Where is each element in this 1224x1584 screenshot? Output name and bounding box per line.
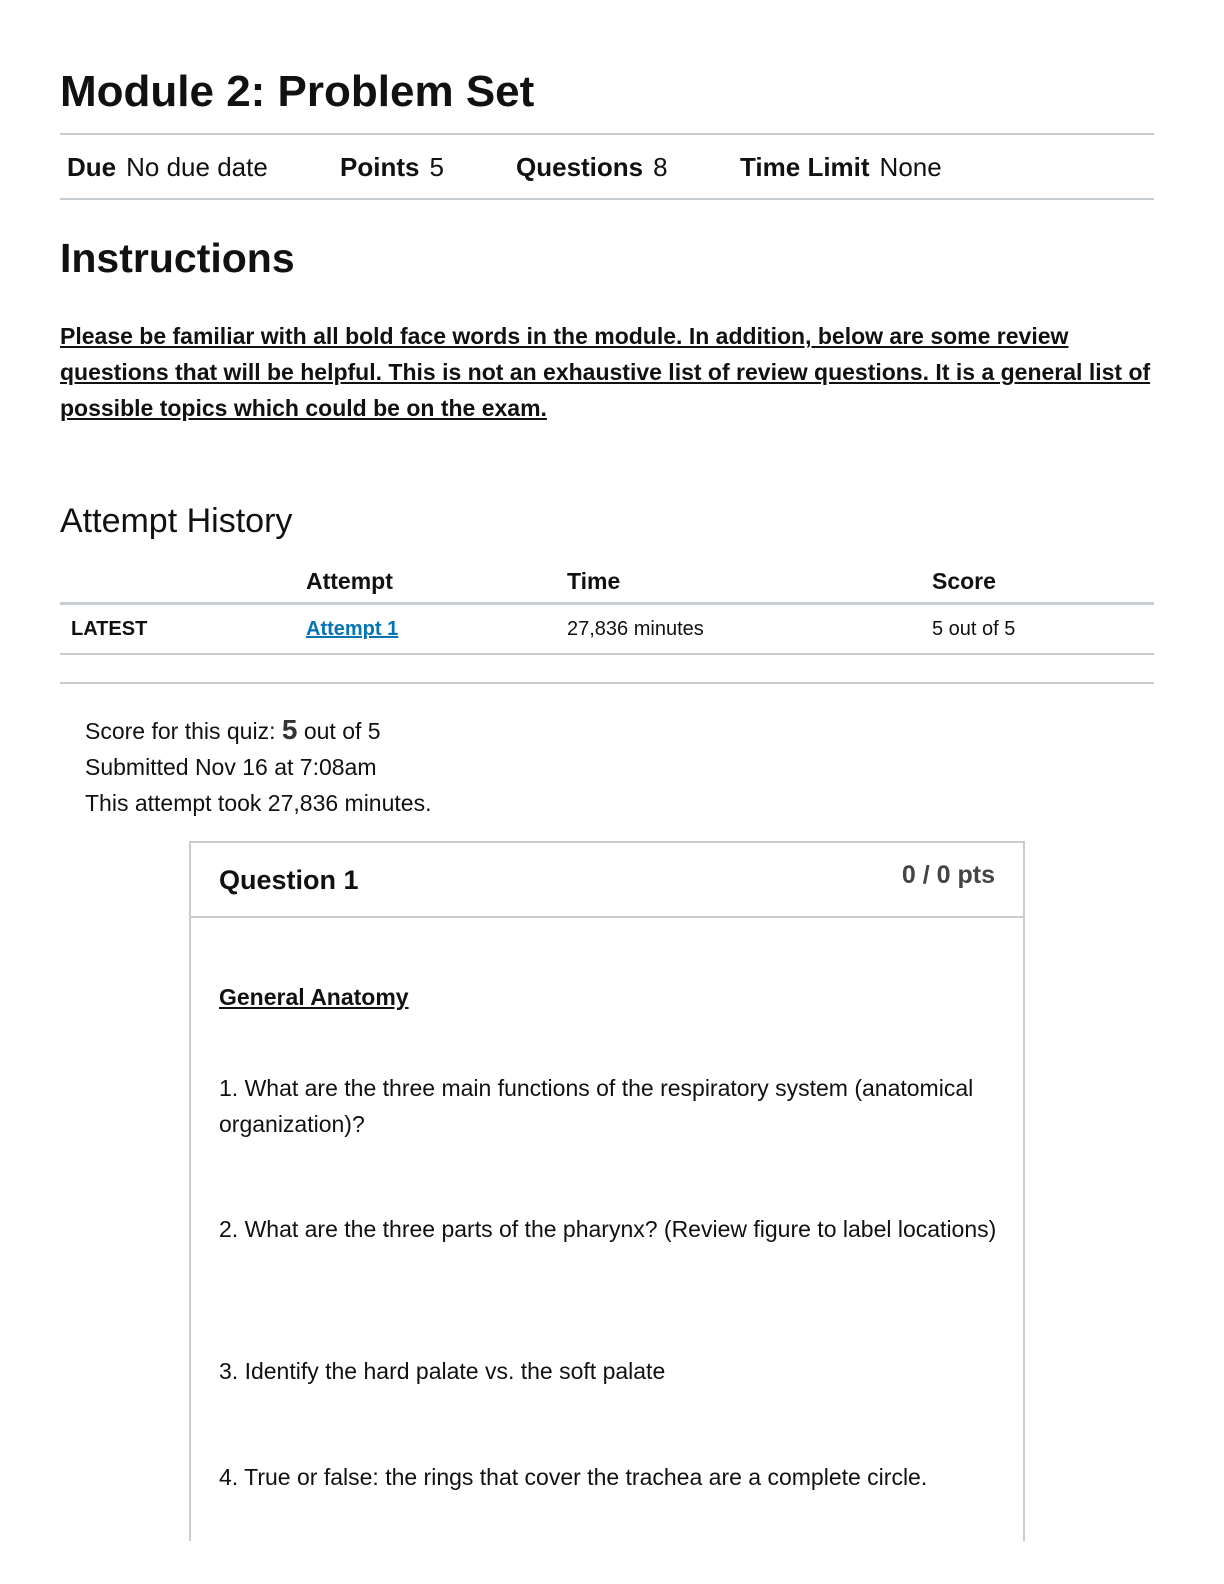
column-header-attempt: Attempt xyxy=(306,560,567,604)
meta-time-limit xyxy=(740,152,942,182)
quiz-meta-bar xyxy=(60,133,1154,200)
attempt-score: 5 out of 5 xyxy=(932,604,1154,655)
column-header-tag xyxy=(60,560,306,604)
attempt-1-link[interactable]: Attempt 1 xyxy=(306,617,399,640)
column-header-time: Time xyxy=(567,560,932,604)
meta-due-value: No due date xyxy=(126,152,268,182)
list-item: 2. What are the three parts of the pharynx? (Review figure to label locations) xyxy=(219,1216,997,1242)
question-section-heading: General Anatomy xyxy=(219,984,409,1010)
score-suffix: out of 5 xyxy=(303,718,381,744)
instructions-heading: Instructions xyxy=(60,235,295,281)
meta-time-limit-label: Time Limit xyxy=(740,152,870,182)
column-header-score: Score xyxy=(932,560,1154,604)
meta-points-label: Points xyxy=(340,152,420,182)
attempt-history-heading: Attempt History xyxy=(60,502,293,540)
section-divider xyxy=(60,682,1154,684)
score-value: 5 xyxy=(281,714,298,745)
attempt-history-table xyxy=(60,560,1154,655)
page-title: Module 2: Problem Set xyxy=(60,67,535,116)
score-summary xyxy=(85,712,431,821)
attempt-time: 27,836 minutes xyxy=(567,604,932,655)
score-prefix: Score for this quiz: xyxy=(85,718,276,744)
question-points: 0 / 0 pts xyxy=(901,861,995,889)
question-header xyxy=(191,843,1023,918)
table-row xyxy=(60,604,1154,655)
meta-questions-label: Questions xyxy=(516,152,644,182)
meta-time-limit-value: None xyxy=(879,152,942,182)
meta-due xyxy=(67,152,268,182)
question-title: Question 1 xyxy=(219,865,359,895)
meta-questions xyxy=(516,152,668,182)
instructions-text: Please be familiar with all bold face words in the module. In addition, below are some review questions that will be helpful. This is not an exhaustive list of review questions. It is a general list of possible topics which could be on the exam. xyxy=(60,323,1151,421)
meta-questions-value: 8 xyxy=(653,152,668,182)
table-header-row xyxy=(60,560,1154,604)
list-item: 1. What are the three main functions of the respiratory system (anatomical organization)? xyxy=(219,1075,974,1137)
attempt-duration-text: This attempt took 27,836 minutes. xyxy=(85,790,432,816)
latest-tag: LATEST xyxy=(60,604,306,655)
meta-points-value: 5 xyxy=(429,152,444,182)
submitted-text: Submitted Nov 16 at 7:08am xyxy=(85,754,377,780)
quiz-score-line xyxy=(85,712,431,749)
meta-due-label: Due xyxy=(67,152,117,182)
question-card xyxy=(189,841,1025,1541)
meta-points xyxy=(340,152,444,182)
list-item: 4. True or false: the rings that cover the trachea are a complete circle. xyxy=(219,1464,928,1490)
list-item: 3. Identify the hard palate vs. the soft palate xyxy=(219,1358,666,1384)
